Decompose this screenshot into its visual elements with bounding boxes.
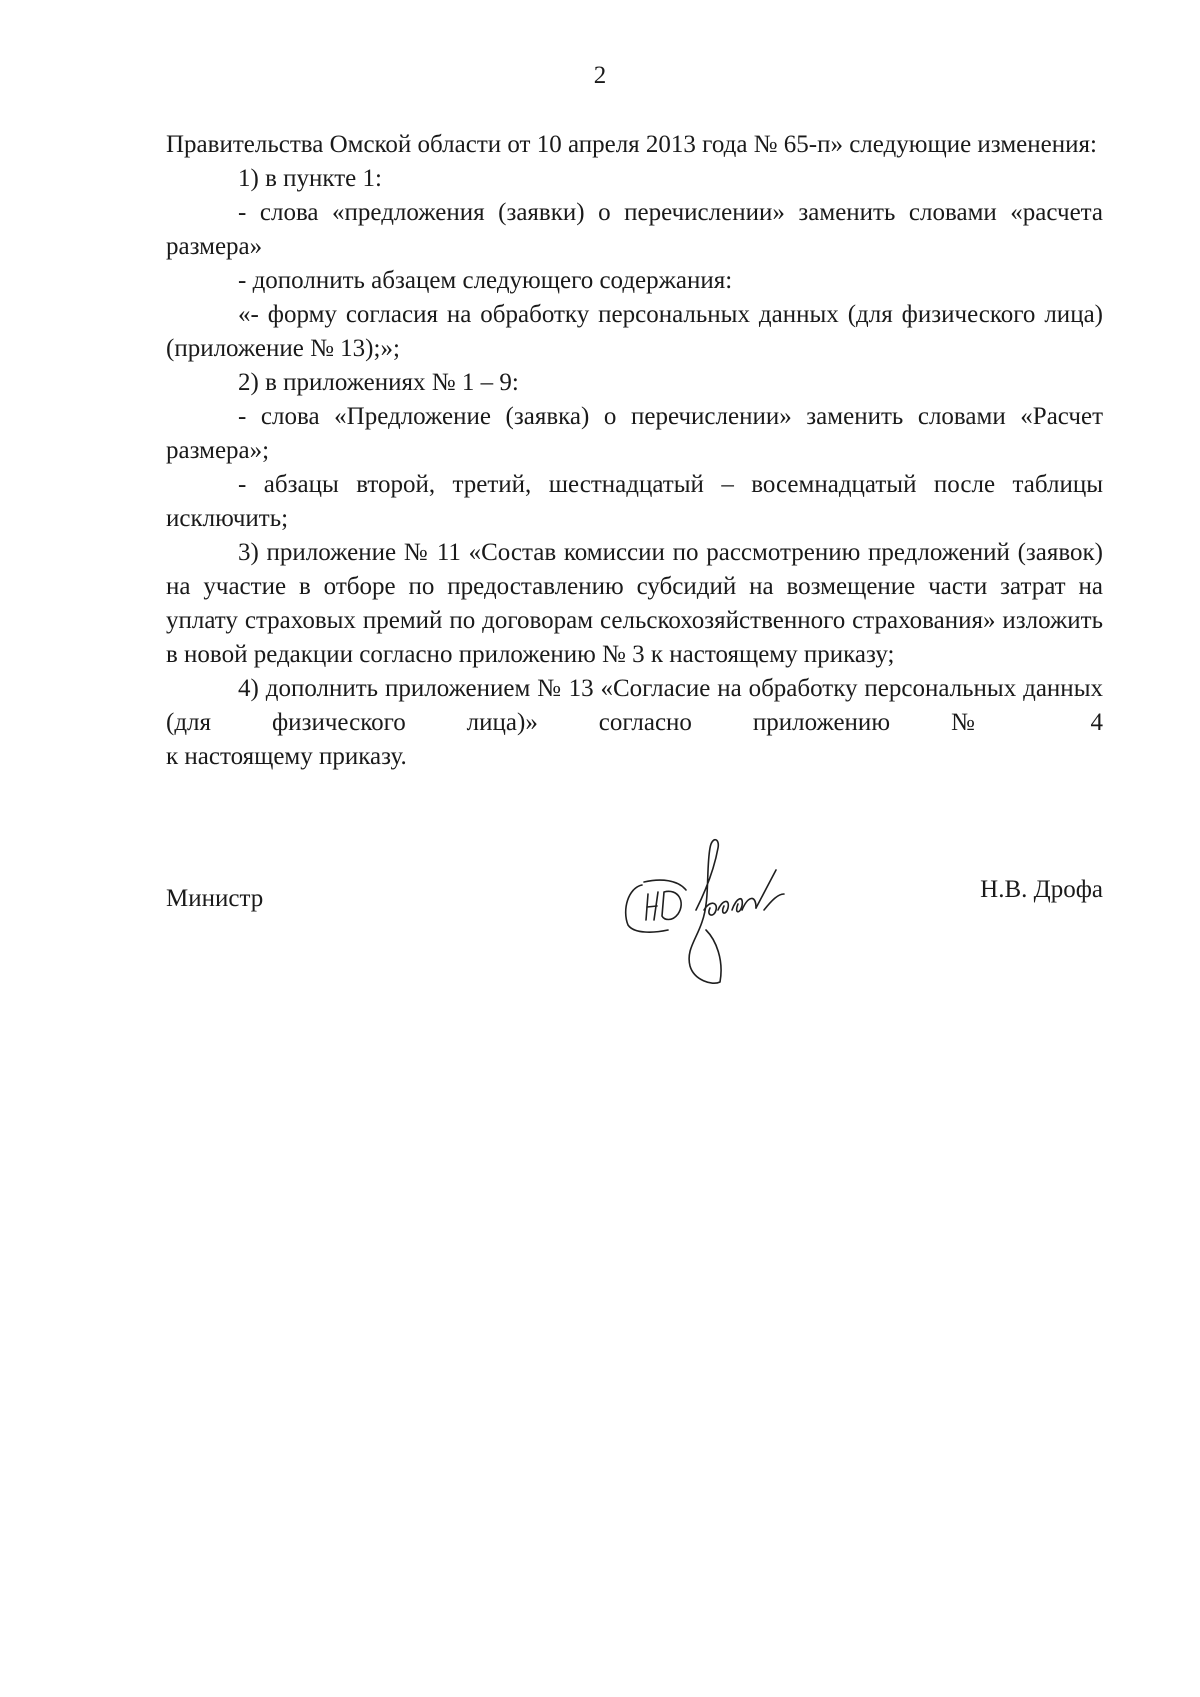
- paragraph-item-2-exclude: - абзацы второй, третий, шестнадцатый – восемнадцатый после таблицы исключить;: [166, 471, 1103, 532]
- paragraph-item-1-consent: «- форму согласия на обработку персональных данных (для физического лица) (приложение № 13);»;: [166, 301, 1103, 362]
- document-body: [166, 128, 1103, 774]
- paragraph-item-1-words: - слова «предложения (заявки) о перечислении» заменить словами «расчета размера»: [166, 199, 1103, 260]
- paragraph-item-2: 2) в приложениях № 1 – 9:: [238, 369, 519, 396]
- paragraph-item-1: 1) в пункте 1:: [238, 165, 382, 192]
- handwritten-signature: [606, 830, 826, 1010]
- paragraph-item-4: 4) дополнить приложением № 13 «Согласие на обработку персональных данных (для физического лица)» согласно приложению № 4: [166, 675, 1103, 736]
- signer-name: Н.В. Дрофа: [980, 876, 1103, 903]
- paragraph-item-3: 3) приложение № 11 «Состав комиссии по рассмотрению предложений (заявок) на участие в отборе по предоставлению субсидий на возмещение части затрат на уплату страховых премий по договорам сельскохозяйственного страхования» изложить в новой редакции согласно приложению № 3 к настоящему приказу;: [166, 539, 1103, 668]
- signature-block: [166, 870, 1103, 1010]
- signer-position: Министр: [166, 885, 264, 912]
- page-number: 2: [593, 62, 607, 89]
- paragraph-intro: Правительства Омской области от 10 апреля 2013 года № 65-п» следующие изменения:: [166, 131, 1097, 158]
- paragraph-item-2-words: - слова «Предложение (заявка) о перечислении» заменить словами «Расчет размера»;: [166, 403, 1103, 464]
- paragraph-item-4-end: к настоящему приказу.: [166, 743, 407, 770]
- paragraph-item-1-add: - дополнить абзацем следующего содержания:: [238, 267, 733, 294]
